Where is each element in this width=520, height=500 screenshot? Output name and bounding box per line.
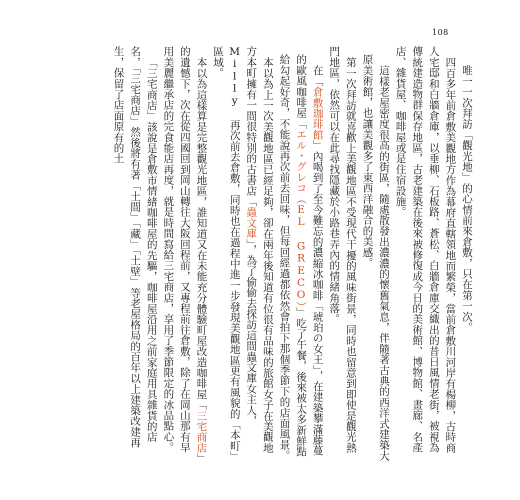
text-run: 本以為上一次美觀地區已經足夠，卻在兩年後知道有位很有品味的旅館女子在美觀地方本町擁有一間很特別的古書店「 <box>245 46 274 453</box>
paragraph-8 <box>110 46 160 462</box>
paragraph-1 <box>458 54 475 462</box>
highlighted-name: エル・グレコ（EL GRECO） <box>295 128 308 307</box>
text-run: 這樣老屋密度很高的街區，隨處散發出濃濃的懷舊氣息，伴隨著古典的西洋式建築大原美術館，也讓美觀多了東西洋融合的美感。 <box>361 54 391 461</box>
page-number: 108 <box>432 28 449 37</box>
text-run: 在「 <box>311 64 324 86</box>
text-run: 本以為這樣算是完整觀光地區，誰知道又在未能充分體驗町屋改造咖啡屋「 <box>195 56 208 410</box>
highlighted-name: 三宅商店 <box>195 409 208 453</box>
paragraph-2 <box>392 46 458 462</box>
text-run: 」內喝到了至今難忘的濃縮冰咖啡「琥珀の女王」，在建築攀滿藤蔓的歐風咖啡屋「 <box>295 54 324 456</box>
text-run: 唯一一次拜訪「觀光地」的心情前來倉敷，只在第一次。 <box>461 64 473 332</box>
paragraph-7 <box>160 46 210 462</box>
paragraph-6 <box>210 46 276 462</box>
text-run: 四百多年前倉敷美觀地方作為幕府直轄領地而繁榮，當前倉敷川河岸有楊柳，古時商人宅邸和白牆倉庫，以垂柳、石板路、蒼松、白牆倉庫交織出的昔日風情老街，被視為傳統建造物群保存地區，古老建築在後來被修復成今日的美術館、博物館、畫廊、名產店、雜貨屋、咖啡屋或是住宿設施。 <box>394 46 457 453</box>
paragraph-3 <box>359 54 392 462</box>
text-run: 第一次拜訪就喜歡上美觀地區不受現代干擾的風味街景，同時也留意到即使是觀光熱門地區，依然可以在此尋找隱藏於小路巷弄內的情緒角落。 <box>328 46 357 453</box>
vertical-text-body <box>45 46 475 462</box>
highlighted-name: 蟲文庫 <box>245 206 258 239</box>
paragraph-5 <box>276 54 326 462</box>
text-run: 」吃了午餐，後來被太多新鮮點給勾起好奇，不能說再次前去回味，但每回經過都依然會拍下那個季節下的店面風景。 <box>278 54 308 461</box>
highlighted-name: 倉敷珈琲館 <box>311 85 324 140</box>
text-run: 」的遺憾下，次在從四國回到岡山轉往大阪回程前，又專程前往倉敷，除了在岡山那有早用美麗繼承店的完食能店再度，就是時間寫給三宅商店，享用了季節限定的冰品點心。 <box>162 46 208 458</box>
text-run: 」，為了偷偷去探訪這間蟲文庫女主人，Milly 再次前去倉敷，同時也在過程中進一步發現美觀地區更有風貌的「本町」區域。 <box>212 46 258 462</box>
paragraph-4 <box>326 46 359 462</box>
text-run: 「三宅商店」該說是倉敷市情緒咖啡屋的先驅，咖啡屋沿用之前家庭用具雜貨的店名，「三宅商店」然後將有著「土間」「藏」「土壁」等老屋格局的百年以上建築改建再生，保留了店面原有的土 <box>112 46 158 448</box>
